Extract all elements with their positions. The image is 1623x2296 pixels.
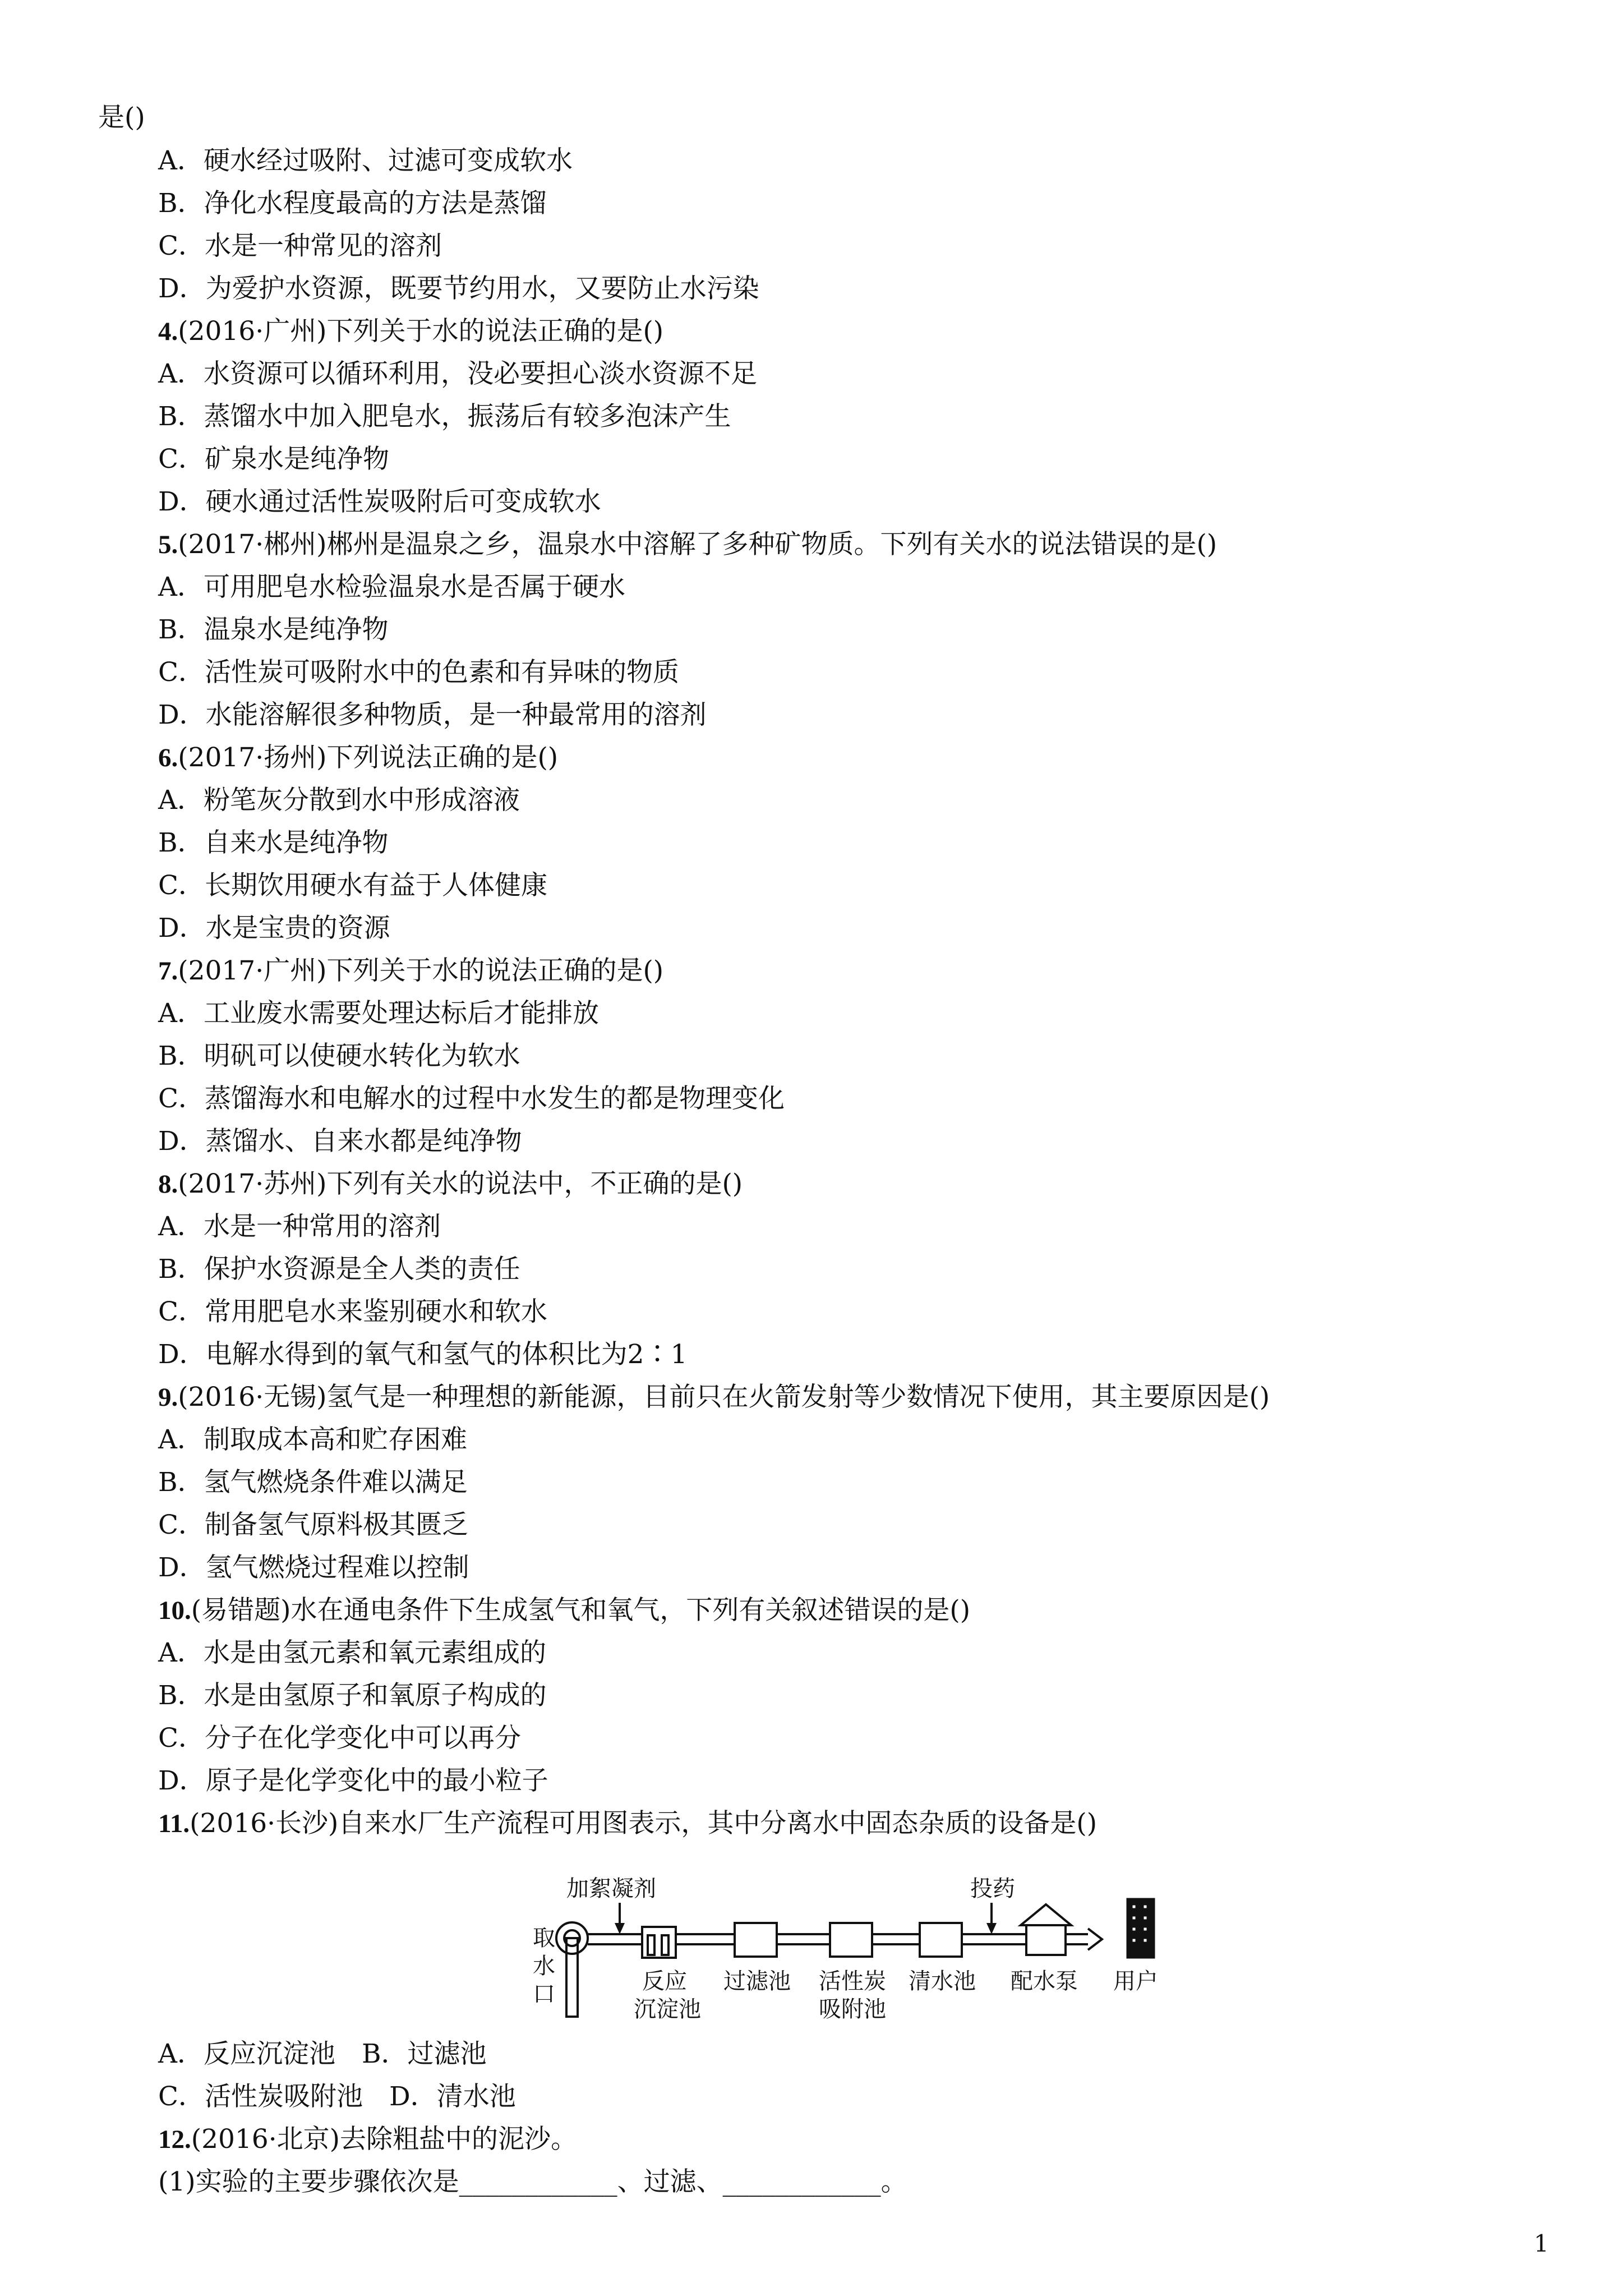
clear-tank	[920, 1923, 962, 1957]
q4-option-d: D．硬水通过活性炭吸附后可变成软水	[158, 486, 601, 517]
user-building	[1127, 1899, 1154, 1958]
q8-option-c: C．常用肥皂水来鉴别硬水和软水	[158, 1296, 547, 1327]
q8-option-a: A．水是一种常用的溶剂	[158, 1211, 441, 1242]
q10-number: 10.	[158, 1596, 191, 1625]
q12-number: 12.	[158, 2125, 191, 2154]
q3-option-c: C．水是一种常见的溶剂	[158, 231, 442, 261]
reaction-tank-label-1: 反应	[642, 1968, 687, 1994]
q9-option-c: C．制备氢气原料极其匮乏	[158, 1510, 468, 1540]
q12-text: (2016·北京)去除粗盐中的泥沙。	[191, 2124, 577, 2155]
q8-option-d: D．电解水得到的氧气和氢气的体积比为2∶1	[158, 1339, 688, 1370]
q5-option-a: A．可用肥皂水检验温泉水是否属于硬水	[158, 572, 625, 602]
intake-label-1: 取	[533, 1925, 555, 1951]
q5-option-d: D．水能溶解很多种物质，是一种最常用的溶剂	[158, 700, 707, 730]
q4-number: 4.	[158, 317, 178, 346]
q8-stem	[158, 1167, 743, 1201]
q12-stem	[158, 2123, 577, 2156]
q3-option-a: A．硬水经过吸附、过滤可变成软水	[158, 145, 573, 176]
dosing-label: 投药	[970, 1876, 1015, 1902]
q7-stem	[158, 954, 663, 988]
q6-stem	[158, 741, 558, 775]
q6-option-d: D．水是宝贵的资源	[158, 913, 390, 944]
q3-option-b: B．净化水程度最高的方法是蒸馏	[158, 188, 547, 219]
q6-option-a: A．粉笔灰分散到水中形成溶液	[158, 785, 520, 816]
q10-stem	[158, 1594, 970, 1627]
q11-options-ab: A．反应沉淀池 B．过滤池	[158, 2039, 487, 2069]
carbon-tank-label-1: 活性炭	[819, 1968, 886, 1994]
q10-option-c: C．分子在化学变化中可以再分	[158, 1723, 521, 1754]
q6-option-c: C．长期饮用硬水有益于人体健康	[158, 870, 547, 901]
clear-tank-label: 清水池	[909, 1968, 976, 1994]
intake-label-2: 水	[533, 1953, 555, 1979]
page-number: 1	[1534, 2230, 1549, 2257]
q9-stem	[158, 1381, 1270, 1414]
q6-option-b: B．自来水是纯净物	[158, 827, 389, 858]
pump-label: 配水泵	[1011, 1968, 1078, 1994]
q11-text: (2016·长沙)自来水厂生产流程可用图表示，其中分离水中固态杂质的设备是()	[190, 1808, 1098, 1839]
q10-text: (易错题)水在通电条件下生成氢气和氧气，下列有关叙述错误的是()	[191, 1595, 971, 1626]
q7-number: 7.	[158, 956, 178, 986]
q5-text: (2017·郴州)郴州是温泉之乡，温泉水中溶解了多种矿物质。下列有关水的说法错误的是()	[178, 529, 1218, 560]
q10-option-d: D．原子是化学变化中的最小粒子	[158, 1765, 548, 1796]
question-continuation: 是()	[98, 102, 145, 133]
intake-label-3: 口	[533, 1981, 555, 2007]
q4-text: (2016·广州)下列关于水的说法正确的是()	[178, 316, 664, 347]
q5-number: 5.	[158, 530, 178, 559]
q9-option-b: B．氢气燃烧条件难以满足	[158, 1467, 468, 1498]
q11-number: 11.	[158, 1809, 190, 1838]
q4-option-c: C．矿泉水是纯净物	[158, 444, 389, 475]
q7-option-c: C．蒸馏海水和电解水的过程中水发生的都是物理变化	[158, 1083, 785, 1114]
pump-house	[1021, 1904, 1071, 1955]
carbon-tank-label-2: 吸附池	[819, 1996, 886, 2022]
outflow-pipe	[1066, 1929, 1102, 1950]
flocculant-label: 加絮凝剂	[566, 1876, 656, 1902]
q11-options-cd: C．活性炭吸附池 D．清水池	[158, 2081, 516, 2112]
q10-option-b: B．水是由氢原子和氧原子构成的	[158, 1680, 547, 1711]
q7-option-b: B．明矾可以使硬水转化为软水	[158, 1041, 520, 1071]
q5-option-b: B．温泉水是纯净物	[158, 614, 389, 645]
q8-option-b: B．保护水资源是全人类的责任	[158, 1254, 520, 1285]
q8-number: 8.	[158, 1170, 178, 1199]
q7-option-a: A．工业废水需要处理达标后才能排放	[158, 998, 599, 1029]
reaction-tank	[642, 1927, 676, 1958]
intake-pipe	[556, 1922, 588, 2017]
q3-option-d: D．为爱护水资源，既要节约用水，又要防止水污染	[158, 273, 759, 304]
q8-text: (2017·苏州)下列有关水的说法中，不正确的是()	[178, 1168, 743, 1199]
flocculant-arrowhead	[615, 1923, 625, 1934]
q4-stem	[158, 315, 663, 348]
q9-number: 9.	[158, 1383, 178, 1412]
q12-subquestion-1: (1)实验的主要步骤依次是____________、过滤、____________。	[158, 2166, 907, 2197]
q9-option-d: D．氢气燃烧过程难以控制	[158, 1552, 469, 1583]
q6-number: 6.	[158, 743, 178, 772]
q5-stem	[158, 528, 1217, 562]
q6-text: (2017·扬州)下列说法正确的是()	[178, 742, 559, 773]
carbon-tank	[830, 1923, 872, 1957]
filter-tank-label: 过滤池	[723, 1968, 791, 1994]
q5-option-c: C．活性炭可吸附水中的色素和有异味的物质	[158, 657, 679, 688]
q4-option-a: A．水资源可以循环利用，没必要担心淡水资源不足	[158, 358, 757, 389]
water-treatment-flow-diagram	[522, 1862, 1183, 2031]
q7-text: (2017·广州)下列关于水的说法正确的是()	[178, 955, 664, 986]
q4-option-b: B．蒸馏水中加入肥皂水，振荡后有较多泡沫产生	[158, 401, 731, 432]
q11-stem	[158, 1807, 1097, 1841]
q9-text: (2016·无锡)氢气是一种理想的新能源，目前只在火箭发射等少数情况下使用，其主要原因是()	[178, 1382, 1270, 1412]
q7-option-d: D．蒸馏水、自来水都是纯净物	[158, 1126, 522, 1157]
user-label: 用户	[1113, 1968, 1158, 1994]
reaction-tank-label-2: 沉淀池	[634, 1996, 701, 2022]
q9-option-a: A．制取成本高和贮存困难	[158, 1424, 467, 1455]
filter-tank	[735, 1923, 777, 1957]
dosing-arrowhead	[986, 1923, 997, 1934]
q10-option-a: A．水是由氢元素和氧元素组成的	[158, 1637, 546, 1668]
